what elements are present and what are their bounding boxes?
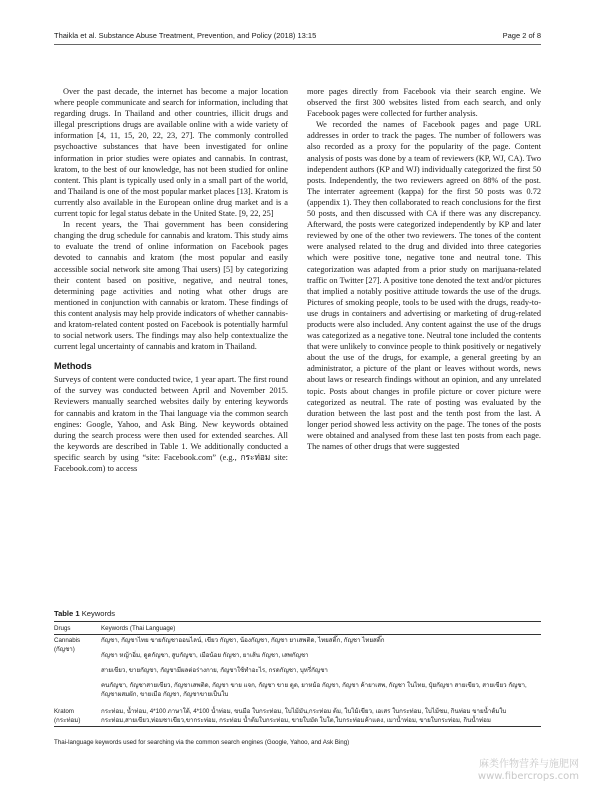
keyword-line: กระท่อม, น้ำท่อม, 4*100 ภาษาใต้, 4*100 น้ำท่อม, ขนมือ ใบกระท่อม, ใบไม้มัน,กระท่อม ต้ม, ใบไม้เขียว, เอเสร ใบกระท่อม, ใบไม้ชม, กินท่อม ขายน้ำต้มใบกระท่อม,สายเขียว,ท่อมชาเขียว,ขากระท่อม, กระท่อม น้ำต้มใบกระท่อม, ขายใบมัด ใบใต,ใบกระท่อมค้าแดง, เมาน้ำท่อม, ขายใบกระท่อม, กินน้ำท่อม (101, 708, 507, 724)
table-caption (54, 609, 541, 618)
table-row (54, 635, 541, 706)
drug-cell: Cannabis (กัญชา) (54, 637, 81, 653)
table-title: Keywords (79, 609, 116, 618)
keywords-table (54, 621, 541, 727)
header-drugs: Drugs (54, 625, 71, 632)
running-header (54, 31, 541, 43)
intro-paragraph-2: In recent years, the Thai government has been considering changing the drug schedule for cannabis and kratom. This study aims to evaluate the trend of online information on Facebook pages devoted to cannabis and kratom (the most popular and easily accessible social network site among Thai users) [5] by categorizing their content based on positive, negative, and neutral tones, determining page activities and noting what other drugs are mentioned in conjunction with cannabis or kratom. These findings of this content analysis may help provide indicators of whether cannabis- and kratom-related content posted on Facebook is potentially harmful to social network users. The findings may also help contextualize the current legal uncertainty of cannabis and kratom in Thailand. (54, 220, 288, 352)
table-footnote: Thai-language keywords used for searching via the common search engines (Google, Yahoo, and Ask Bing) (54, 739, 350, 746)
drug-cell: Kratom (กระท่อม) (54, 708, 81, 724)
keywords-cell (101, 707, 541, 725)
methods-paragraph-3: We recorded the names of Facebook pages and page URL addresses in order to track the pages. The number of followers was also recorded as a proxy for the popularity of the page. Content analysis of posts was done by a team of reviewers (KP, WJ, CA). Two independent authors (KP and WJ) individually categorized the first 50 posts. Independently, the two reviewers agreed on 88% of the post. The interrater agreement (kappa) for the first 50 posts was 0.72 (appendix 1). They then collaborated to reach conclusions for the first 50 posts, and then discussed with CA if there was any discrepancy. Afterward, the posts were categorized independently by KP and later reviewed by one of the other two reviewers. The tones of the content were analysed related to the drug and divided into three categories which were positive tone, negative tone and neutral tone. This categorization was adapted from a prior study on marijuana-related traffic on Twitter [27]. A positive tone denoted the text and/or pictures that implied a notably positive attitude towards the use of the drugs. Pictures of smoking people, tools to be used with the drugs, ready-to-use drugs in containers and advertising or marketing of drug-related products were also included. Any content against the use of the drugs was categorized as a negative tone. Neutral tone included the contents that were unlikely to convince people to think positively or negatively about the use of the drugs, for example, a general greeting by an administrator, a picture of the plant or leaves without words, news about laws or research findings without an opinion, and any unrelated topic. Posts about changes in profile picture or cover picture were categorized as neutral. The rate of posting was evaluated by the duration between the last post and the tenth post from the last. A longer period showed less activity on the page. The tones of the posts were obtained and analysed from these last ten posts from each page. The names of other drugs that were suggested (307, 120, 541, 451)
keyword-line: กัญชา, กัญชาไทย ขายกัญชาออนไลน์, เขียว กัญชา, น้องกัญชา, กัญชา ยาเสพติด, ไทยสติ๊ก, กัญชา ไทยสติ๊ก (101, 637, 385, 644)
table-row (54, 706, 541, 726)
site-watermark (478, 759, 579, 783)
methods-paragraph-1: Surveys of content were conducted twice, 1 year apart. The first round of the survey was conducted between April and November 2015. Reviewers manually searched websites daily by entering keywords for cannabis and kratom in the Thai language via the common search engines: Google, Yahoo, and Ask Bing. New keywords obtained during the search process were then used for extended searches. All the keywords are described in Table 1. We additionally conducted a specific search by using “site: Facebook.com” (e.g., กระท่อม site: Facebook.com) to access (54, 375, 288, 473)
watermark-url: www.fibercrops.com (477, 771, 579, 782)
watermark-title: 麻类作物营养与施肥网 (479, 759, 579, 770)
keyword-line: สายเขียว, ขายกัญชา, กัญชามีผลต่อร่างกาย, กัญชาใช้ทำอะไร, กรดกัญชา, บุหรี่กัญชา (101, 667, 328, 674)
header-divider (54, 44, 541, 45)
header-keywords: Keywords (Thai Language) (101, 625, 176, 632)
table-header-row (54, 622, 541, 634)
table-number: Table 1 (54, 609, 80, 618)
table-bottom-rule (54, 726, 541, 727)
intro-paragraph-1: Over the past decade, the internet has become a major location where people communicate and search for information, including that regarding drugs. In Thailand and other countries, illicit drugs and illegal prescriptions drugs are available online with a wide variety of information [4, 11, 15, 20, 22, 23, 27]. The commonly controlled psychoactive substances that have been investigated for online information in prior studies were opiates and cannabis. In contrast, kratom, to the best of our knowledge, has not been studied for online content. This plant is typically used only in a small part of the world, and Thailand is one of the most popular market places [13]. Kratom is currently also available in the European online drug market and is a current topic for legal status debate in the United State. [9, 22, 25] (54, 87, 288, 219)
right-column (307, 86, 541, 452)
keyword-line: กัญชา หญ้าอิ่ม, ดูดกัญชา, สูบกัญชา, เมือน้อย กัญชา, ยาเส้น กัญชา, เสพกัญชา (101, 652, 309, 659)
left-column (54, 86, 288, 474)
keyword-line: คนกัญชา, กัญชาสายเขียว, กัญชาเสพติด, กัญชา ขาย แจก, กัญชา ขาย ดูด, ยาหม้อ กัญชา, กัญชา ค้ายาเสพ, กัญชา ในไทย, ปุ๋ยกัญชา สายเขียว, สายเขียว กัญชา, กัญชาผสมผัก, ขายเมือ กัญชา, กัญชาขายเป็นใบ (101, 682, 527, 698)
journal-citation: Thaikla et al. Substance Abuse Treatment, Prevention, and Policy (2018) 13:15 (54, 31, 317, 40)
methods-paragraph-2: more pages directly from Facebook via their search engine. We observed the first 300 websites listed from each search, and only Facebook pages were collected for further analysis. (307, 87, 541, 119)
keywords-cell (101, 636, 541, 705)
methods-heading: Methods (54, 361, 92, 372)
page-number: Page 2 of 8 (502, 31, 541, 40)
